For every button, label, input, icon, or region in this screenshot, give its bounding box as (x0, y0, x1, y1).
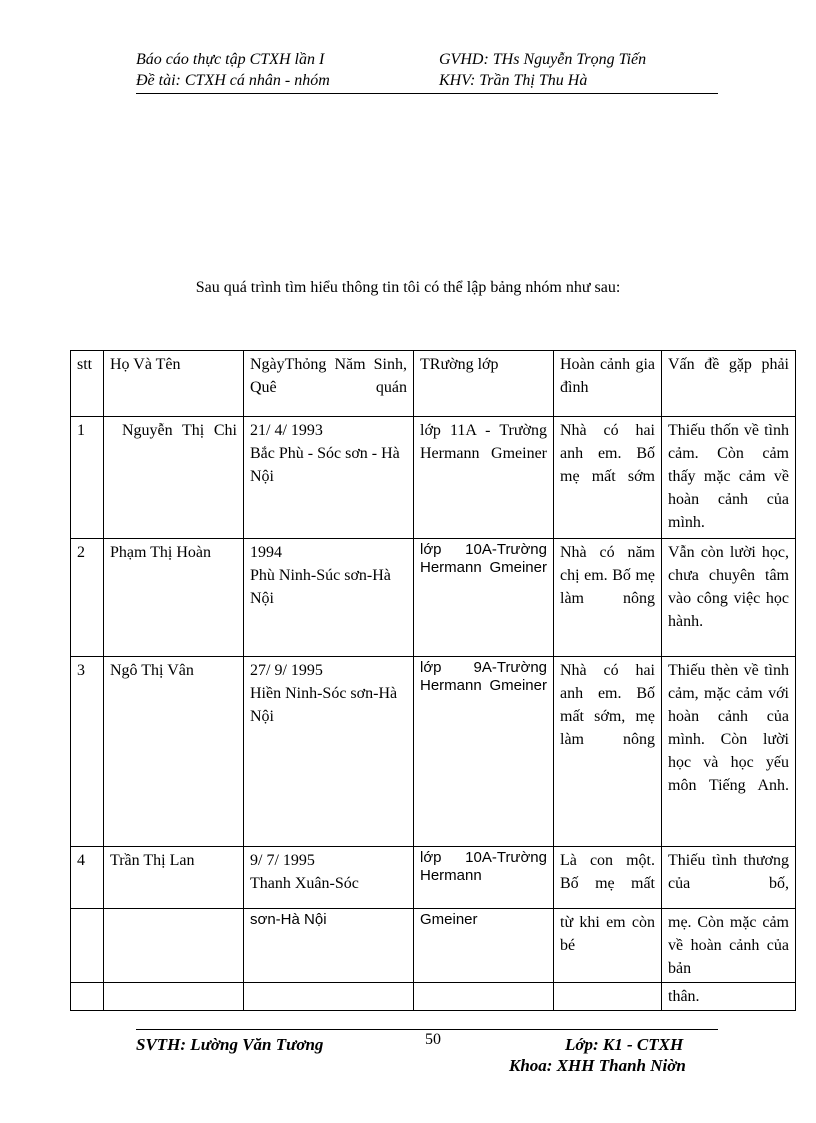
table-row (71, 417, 796, 539)
intro-text: Sau quá trình tìm hiểu thông tin tôi có thể lập bảng nhóm như sau: (195, 279, 621, 296)
home-text: Hiền Ninh-Sóc sơn-Hà Nội (250, 685, 398, 725)
cell-family: Nhà có hai anh em. Bố mất sớm, mẹ làm nông (554, 657, 662, 847)
home-text: Thanh Xuân-Sóc (250, 875, 359, 892)
cell-problem: Thiếu thèn về tình cảm, mặc cảm với hoàn cảnh của mình. Còn lười học và học yếu môn Tiếng Anh. (662, 657, 796, 847)
cell-empty (104, 909, 244, 983)
dob-text: 27/ 9/ 1995 (250, 662, 323, 679)
dob-text: 21/ 4/ 1993 (250, 422, 323, 439)
cell-name: Ngô Thị Vân (104, 657, 244, 847)
group-table (70, 350, 796, 1011)
cell-empty (244, 983, 414, 1011)
cell-name: Trần Thị Lan (104, 847, 244, 909)
cell-school: lớp 10A-Trường Hermann (414, 847, 554, 909)
cell-home-cont: sơn-Hà Nội (244, 909, 414, 983)
cell-dob-home (244, 417, 414, 539)
cell-problem: Vẫn còn lười học, chưa chuyên tâm vào công việc học hành. (662, 539, 796, 657)
header-problem: Vấn đề gặp phải (662, 351, 796, 417)
dob-text: 1994 (250, 544, 282, 561)
header-family: Hoàn cảnh gia đình (554, 351, 662, 417)
table-row (71, 539, 796, 657)
home-text: Bắc Phù - Sóc sơn - Hà Nội (250, 445, 400, 485)
cell-empty (104, 983, 244, 1011)
cell-family: Là con một. Bố mẹ mất (554, 847, 662, 909)
cell-empty (71, 909, 104, 983)
table-row (71, 657, 796, 847)
table-row (71, 847, 796, 909)
header-name: Họ Và Tên (104, 351, 244, 417)
table-header-row (71, 351, 796, 417)
page-number: 50 (425, 1031, 441, 1048)
header-right-line2: KHV: Trần Thị Thu Hà (439, 72, 588, 89)
table-row-continued (71, 909, 796, 983)
cell-empty (71, 983, 104, 1011)
header-stt: stt (71, 351, 104, 417)
cell-dob-home (244, 847, 414, 909)
cell-empty (554, 983, 662, 1011)
header-left-line1: Báo cáo thực tập CTXH lần I (136, 51, 325, 68)
cell-stt: 1 (71, 417, 104, 539)
cell-family-cont: từ khi em còn bé (554, 909, 662, 983)
cell-problem-tail: thân. (662, 983, 796, 1011)
cell-stt: 2 (71, 539, 104, 657)
cell-problem: Thiếu thốn về tình cảm. Còn cảm thấy mặc cảm về hoàn cảnh của mình. (662, 417, 796, 539)
cell-family: Nhà có năm chị em. Bố mẹ làm nông (554, 539, 662, 657)
cell-stt: 4 (71, 847, 104, 909)
home-text: Phù Ninh-Súc sơn-Hà Nội (250, 567, 391, 607)
cell-school: lớp 10A-Trường Hermann Gmeiner (414, 539, 554, 657)
footer-faculty: Khoa: XHH Thanh Niờn (509, 1056, 686, 1075)
header-dob: NgàyThỏng Năm Sinh, Quê quán (244, 351, 414, 417)
cell-school: lớp 11A - Trường Hermann Gmeiner (414, 417, 554, 539)
cell-problem-cont: mẹ. Còn mặc cảm về hoàn cảnh của bản (662, 909, 796, 983)
cell-dob-home (244, 657, 414, 847)
cell-school: lớp 9A-Trường Hermann Gmeiner (414, 657, 554, 847)
cell-stt: 3 (71, 657, 104, 847)
header-left-line2: Đề tài: CTXH cá nhân - nhóm (136, 72, 330, 89)
cell-name: Nguyễn Thị Chi (104, 417, 244, 539)
header-right-line1: GVHD: THs Nguyễn Trọng Tiến (439, 51, 647, 68)
cell-empty (414, 983, 554, 1011)
header-divider (136, 93, 718, 94)
header-school: TRường lớp (414, 351, 554, 417)
cell-school-cont: Gmeiner (414, 909, 554, 983)
footer-divider (136, 1029, 718, 1030)
footer-class: Lớp: K1 - CTXH (565, 1035, 684, 1054)
table-row-tail (71, 983, 796, 1011)
cell-problem: Thiếu tình thương của bố, (662, 847, 796, 909)
dob-text: 9/ 7/ 1995 (250, 852, 315, 869)
cell-name: Phạm Thị Hoàn (104, 539, 244, 657)
footer-student: SVTH: Lường Văn Tương (136, 1035, 324, 1054)
cell-dob-home (244, 539, 414, 657)
cell-family: Nhà có hai anh em. Bố mẹ mất sớm (554, 417, 662, 539)
